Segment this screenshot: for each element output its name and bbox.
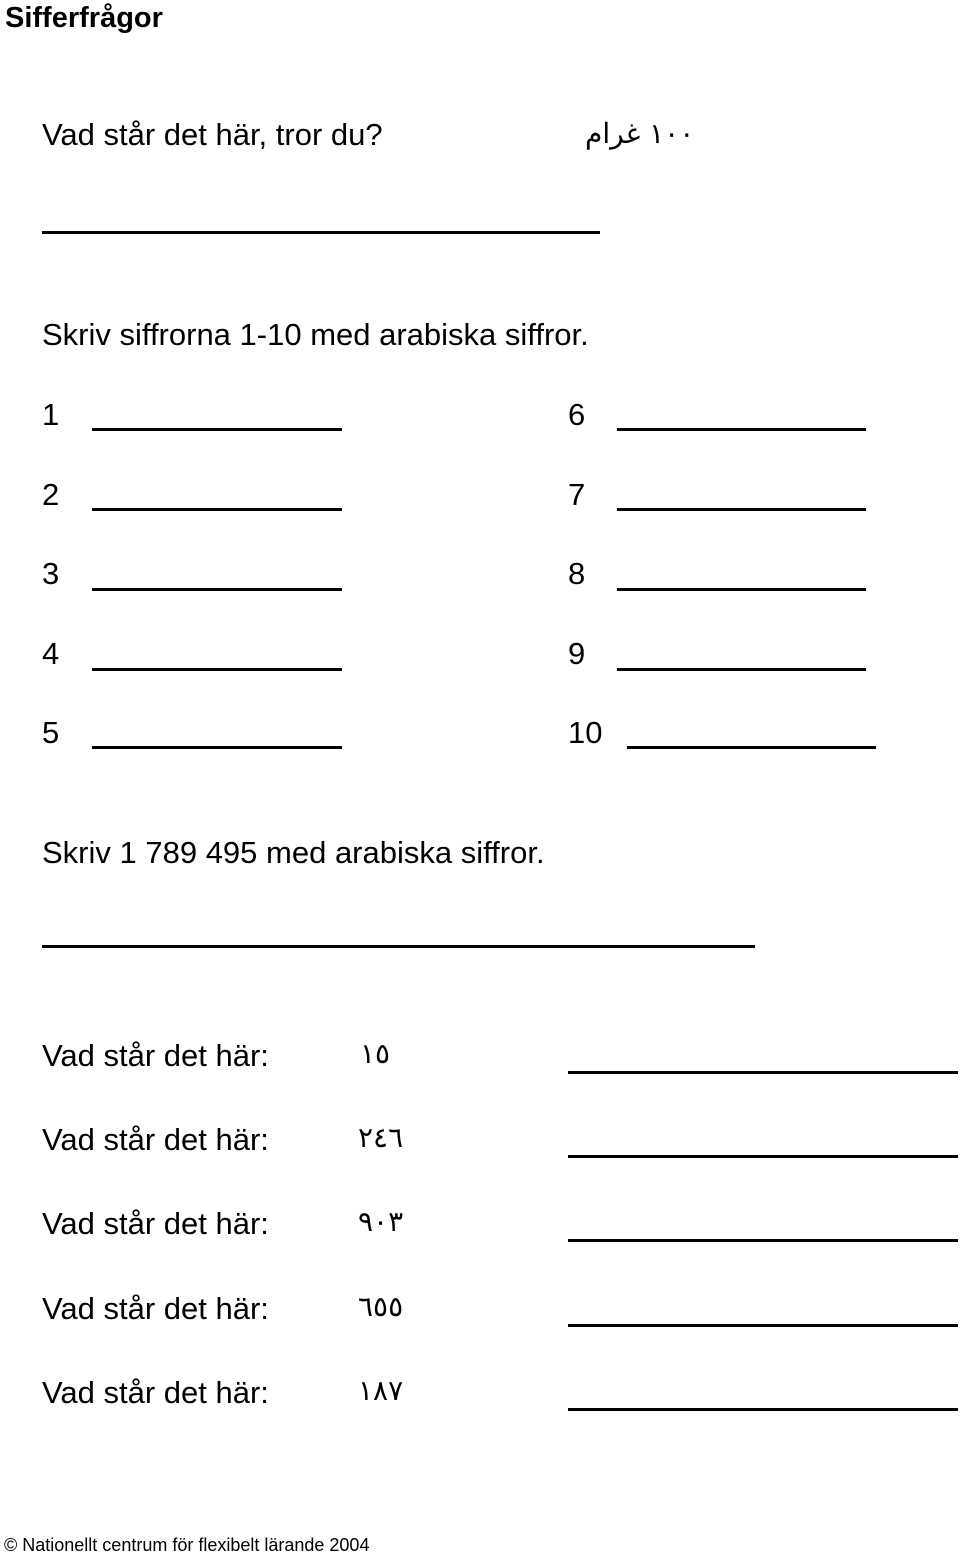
answer-line[interactable] xyxy=(617,668,866,671)
number-label: 8 xyxy=(568,556,586,591)
page-title: Sifferfrågor xyxy=(5,2,163,34)
answer-line[interactable] xyxy=(92,428,342,431)
answer-line[interactable] xyxy=(568,1408,958,1411)
answer-line[interactable] xyxy=(568,1071,958,1074)
question-4-label: Vad står det här: xyxy=(42,1122,269,1157)
answer-line[interactable] xyxy=(92,668,342,671)
arabic-number: ٩٠٣ xyxy=(358,1205,404,1238)
question-4-label: Vad står det här: xyxy=(42,1375,269,1410)
answer-line[interactable] xyxy=(568,1155,958,1158)
number-label: 9 xyxy=(568,636,586,671)
arabic-number: ١٥ xyxy=(360,1037,391,1070)
answer-line[interactable] xyxy=(92,508,342,511)
question-4-label: Vad står det här: xyxy=(42,1038,269,1073)
question-4-label: Vad står det här: xyxy=(42,1291,269,1326)
question-1-arabic: ١٠٠ غرام xyxy=(585,117,695,150)
number-label: 6 xyxy=(568,397,586,432)
arabic-number: ٢٤٦ xyxy=(358,1121,404,1154)
answer-line[interactable] xyxy=(617,588,866,591)
question-3-prompt: Skriv 1 789 495 med arabiska siffror. xyxy=(42,835,545,870)
question-4-label: Vad står det här: xyxy=(42,1206,269,1241)
answer-line[interactable] xyxy=(617,428,866,431)
answer-line[interactable] xyxy=(92,746,342,749)
answer-line[interactable] xyxy=(568,1239,958,1242)
number-label: 2 xyxy=(42,477,60,512)
answer-line-3[interactable] xyxy=(42,945,755,948)
answer-line-1[interactable] xyxy=(42,231,600,234)
number-label: 1 xyxy=(42,397,60,432)
number-label: 3 xyxy=(42,556,60,591)
answer-line[interactable] xyxy=(617,508,866,511)
number-label: 10 xyxy=(568,715,603,750)
answer-line[interactable] xyxy=(92,588,342,591)
arabic-number: ١٨٧ xyxy=(358,1374,404,1407)
copyright-footer: © Nationellt centrum för flexibelt lärande 2004 xyxy=(4,1535,370,1554)
question-2-prompt: Skriv siffrorna 1-10 med arabiska siffror. xyxy=(42,317,589,352)
number-label: 7 xyxy=(568,477,586,512)
arabic-number: ٦٥٥ xyxy=(358,1290,404,1323)
answer-line[interactable] xyxy=(568,1324,958,1327)
number-label: 4 xyxy=(42,636,60,671)
question-1-prompt: Vad står det här, tror du? xyxy=(42,117,383,152)
number-label: 5 xyxy=(42,715,60,750)
answer-line[interactable] xyxy=(627,746,876,749)
